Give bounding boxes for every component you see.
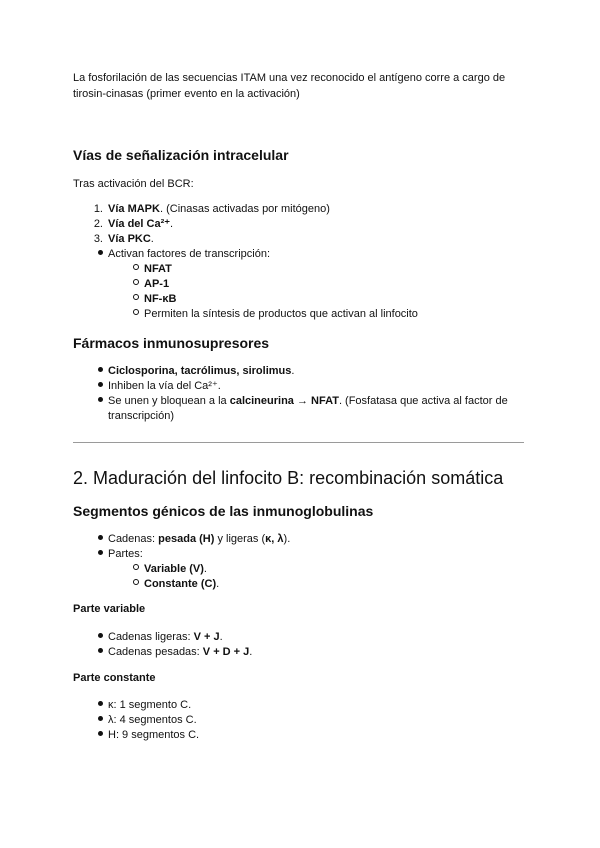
list-item: Permiten la síntesis de productos que activan al linfocito xyxy=(73,307,533,322)
circle-bullet-icon xyxy=(119,292,139,307)
bullet-icon xyxy=(83,532,103,547)
list-item: 2. Vía del Ca²⁺. xyxy=(73,217,533,232)
bullet-icon xyxy=(83,698,103,713)
circle-bullet-icon xyxy=(119,277,139,292)
bullet-icon xyxy=(83,547,103,562)
list-item: Cadenas: pesada (H) y ligeras (κ, λ). xyxy=(73,532,533,547)
segmentos-list xyxy=(73,532,533,592)
list-item: Ciclosporina, tacrólimus, sirolimus. xyxy=(73,364,533,379)
list-number: 1. xyxy=(93,203,103,215)
bullet-icon xyxy=(83,247,103,262)
intro-paragraph xyxy=(73,70,533,102)
list-item: 1. Vía MAPK. (Cinasas activadas por mitógeno) xyxy=(73,202,533,217)
list-number: 3. xyxy=(93,233,103,245)
vias-intro: Tras activación del BCR: xyxy=(73,178,194,190)
horizontal-divider xyxy=(73,442,524,443)
bullet-icon xyxy=(83,713,103,728)
list-number: 2. xyxy=(93,218,103,230)
list-item: Activan factores de transcripción: xyxy=(73,247,533,262)
list-item: NF-κB xyxy=(73,292,533,307)
circle-bullet-icon xyxy=(119,562,139,577)
list-item: Cadenas ligeras: V + J. xyxy=(73,630,533,645)
list-item: Partes: xyxy=(73,547,533,562)
intro-line-2: tirosin-cinasas (primer evento en la activación) xyxy=(73,88,300,100)
section-2-title: 2. Maduración del linfocito B: recombinación somática xyxy=(73,468,504,488)
segmentos-heading: Segmentos génicos de las inmunoglobulinas xyxy=(73,503,374,519)
list-item: NFAT xyxy=(73,262,533,277)
bullet-icon xyxy=(83,728,103,743)
list-item: λ: 4 segmentos C. xyxy=(73,713,533,728)
farmacos-list xyxy=(73,364,533,424)
list-item: Se unen y bloquean a la calcineurina → NFAT. (Fosfatasa que activa al factor de transcripción) xyxy=(73,394,533,424)
list-item: Variable (V). xyxy=(73,562,533,577)
list-item: AP-1 xyxy=(73,277,533,292)
circle-bullet-icon xyxy=(119,577,139,592)
circle-bullet-icon xyxy=(119,262,139,277)
bullet-icon xyxy=(83,379,103,394)
vias-list xyxy=(73,202,533,322)
list-item: κ: 1 segmento C. xyxy=(73,698,533,713)
bullet-icon xyxy=(83,630,103,645)
list-item: H: 9 segmentos C. xyxy=(73,728,533,743)
parte-constante-list xyxy=(73,698,533,743)
bullet-icon xyxy=(83,394,103,409)
intro-line-1: La fosforilación de las secuencias ITAM una vez reconocido el antígeno corre a cargo de xyxy=(73,72,506,84)
list-item: Cadenas pesadas: V + D + J. xyxy=(73,645,533,660)
bullet-icon xyxy=(83,645,103,660)
circle-bullet-icon xyxy=(119,307,139,322)
parte-constante-heading: Parte constante xyxy=(73,672,156,684)
parte-variable-heading: Parte variable xyxy=(73,603,146,615)
bullet-icon xyxy=(83,364,103,379)
list-item: Inhiben la vía del Ca²⁺. xyxy=(73,379,533,394)
farmacos-heading: Fármacos inmunosupresores xyxy=(73,335,270,351)
parte-variable-list xyxy=(73,630,533,660)
list-item: Constante (C). xyxy=(73,577,533,592)
vias-heading: Vías de señalización intracelular xyxy=(73,147,289,163)
list-item: 3. Vía PKC. xyxy=(73,232,533,247)
